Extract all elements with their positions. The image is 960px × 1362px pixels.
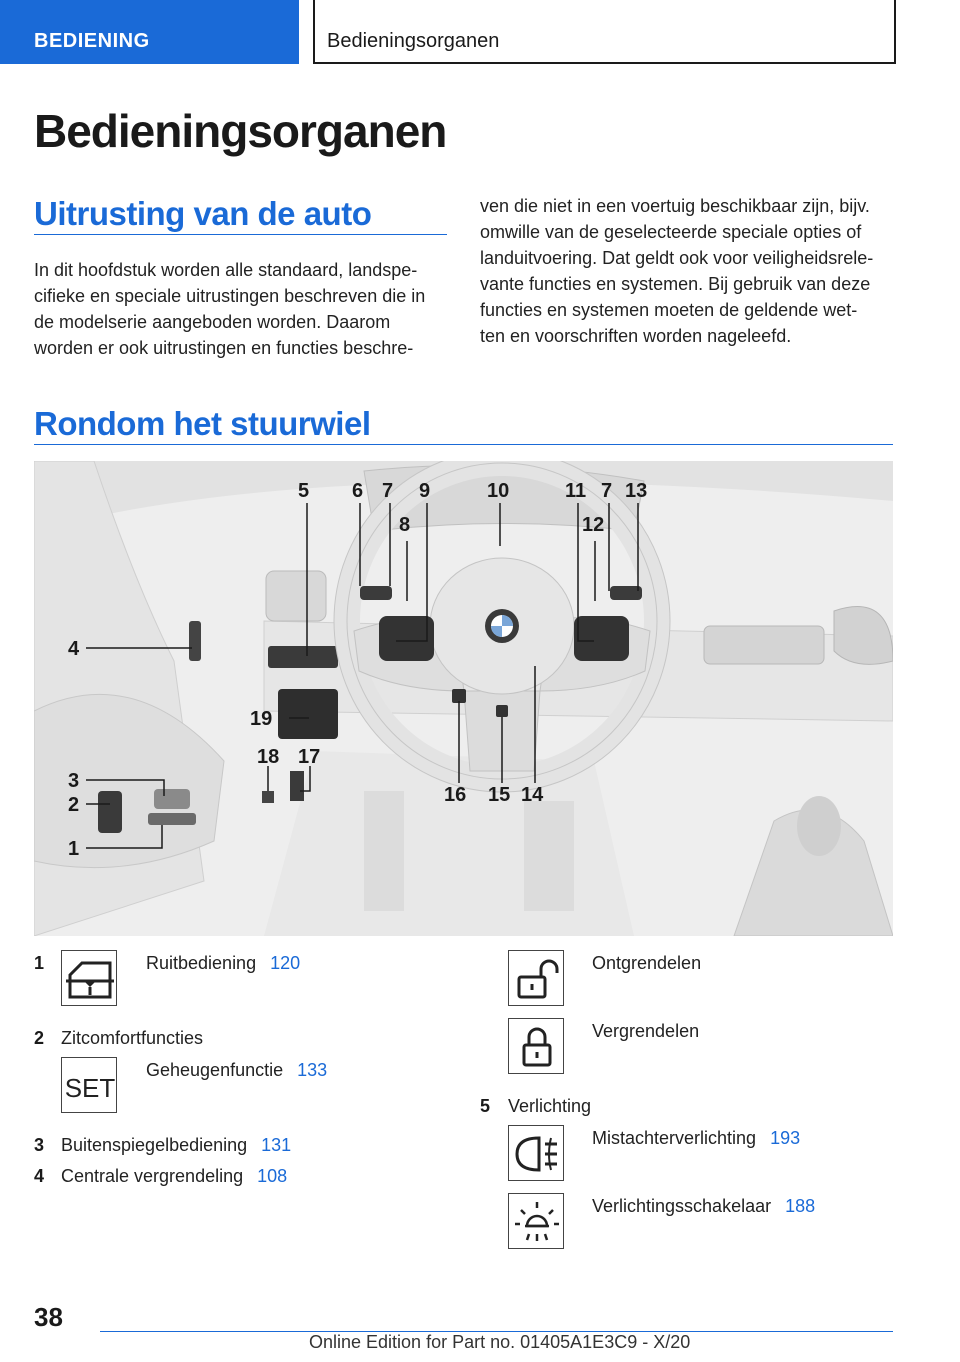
callout-5: 5 — [298, 480, 310, 502]
callout-15: 15 — [488, 784, 511, 806]
text-line: In dit hoofdstuk worden alle standaard, landspe- — [34, 260, 418, 280]
unlock-icon — [508, 950, 564, 1006]
legend-num-1: 1 — [34, 953, 45, 973]
text-line: omwille van de geselecteerde speciale opties of — [480, 222, 862, 242]
rear-fog-icon — [508, 1125, 564, 1181]
callout-18: 18 — [257, 746, 280, 768]
page-link[interactable]: 188 — [785, 1196, 816, 1216]
page-link[interactable]: 120 — [270, 953, 301, 973]
legend-num-5: 5 — [480, 1096, 491, 1116]
section-heading-steering-wheel: Rondom het stuurwiel — [34, 405, 371, 442]
callout-19: 19 — [250, 708, 273, 730]
text-line: ten en voorschriften worden nageleefd. — [480, 326, 792, 346]
callout-13: 13 — [625, 480, 648, 502]
section-heading-equipment: Uitrusting van de auto — [34, 195, 372, 232]
label-text: Buitenspiegelbediening — [61, 1135, 248, 1155]
callout-8: 8 — [399, 514, 411, 536]
label-text: Mistachterverlichting — [592, 1128, 757, 1148]
label-text: Centrale vergrendeling — [61, 1166, 244, 1186]
legend-label-seat-comfort: Zitcomfortfuncties — [61, 1028, 204, 1048]
section-rule — [34, 444, 893, 445]
text-line: cifieke en speciale uitrustingen beschreven die in — [34, 286, 426, 306]
legend-num-2: 2 — [34, 1028, 45, 1048]
callout-3: 3 — [68, 770, 80, 792]
callout-16: 16 — [444, 784, 467, 806]
callout-2: 2 — [68, 794, 80, 816]
legend-label-mirror-control — [61, 1135, 291, 1156]
callout-10: 10 — [487, 480, 510, 502]
page-link[interactable]: 193 — [770, 1128, 801, 1148]
intro-column-2 — [480, 193, 900, 349]
intro-column-1 — [34, 257, 454, 361]
page-link[interactable]: 131 — [261, 1135, 292, 1155]
section-rule — [34, 234, 447, 235]
label-text: Verlichtingsschakelaar — [592, 1196, 772, 1216]
callout-1: 1 — [68, 838, 80, 860]
text-line: functies en systemen moeten de geldende wet- — [480, 300, 858, 320]
footer-edition: Online Edition for Part no. 01405A1E3C9 - X/20 — [309, 1332, 691, 1352]
page-title: Bedieningsorganen — [34, 105, 447, 157]
page-number: 38 — [34, 1302, 63, 1332]
label-text: Ruitbediening — [146, 953, 257, 973]
legend-label-unlock: Ontgrendelen — [592, 953, 702, 973]
legend-label-lighting: Verlichting — [508, 1096, 592, 1116]
page-link[interactable]: 133 — [297, 1060, 328, 1080]
callout-7: 7 — [382, 480, 394, 502]
label-text: Geheugenfunctie — [146, 1060, 284, 1080]
legend-label-central-locking — [61, 1166, 287, 1187]
legend-label-light-switch — [592, 1196, 815, 1217]
callout-17: 17 — [298, 746, 321, 768]
legend-num-4: 4 — [34, 1166, 45, 1186]
legend-label-window-control — [146, 953, 300, 974]
chapter-tab: BEDIENING — [0, 0, 299, 64]
callout-12: 12 — [582, 514, 605, 536]
set-icon-text: SET — [64, 1073, 116, 1103]
callout-6: 6 — [352, 480, 364, 502]
callout-14: 14 — [521, 784, 544, 806]
window-icon — [61, 950, 117, 1006]
callout-4: 4 — [68, 638, 80, 660]
lock-icon — [508, 1018, 564, 1074]
legend-label-lock: Vergrendelen — [592, 1021, 700, 1041]
page-link[interactable]: 108 — [257, 1166, 288, 1186]
legend-label-rear-fog — [592, 1128, 800, 1149]
cockpit-illustration — [34, 461, 893, 936]
legend-label-memory — [146, 1060, 327, 1081]
legend-num-3: 3 — [34, 1135, 45, 1155]
text-line: ven die niet in een voertuig beschikbaar zijn, bijv. — [480, 196, 870, 216]
set-icon — [61, 1057, 117, 1113]
callout-11: 11 — [565, 480, 587, 502]
light-switch-icon — [508, 1193, 564, 1249]
callout-9: 9 — [419, 480, 431, 502]
text-line: vante functies en systemen. Bij gebruik van deze — [480, 274, 871, 294]
callout-7b: 7 — [601, 480, 613, 502]
text-line: de modelserie aangeboden worden. Daarom — [34, 312, 391, 332]
text-line: worden er ook uitrustingen en functies beschre- — [34, 338, 414, 358]
section-tab: Bedieningsorganen — [313, 0, 896, 64]
text-line: landuitvoering. Dat geldt ook voor veiligheidsrele- — [480, 248, 874, 268]
